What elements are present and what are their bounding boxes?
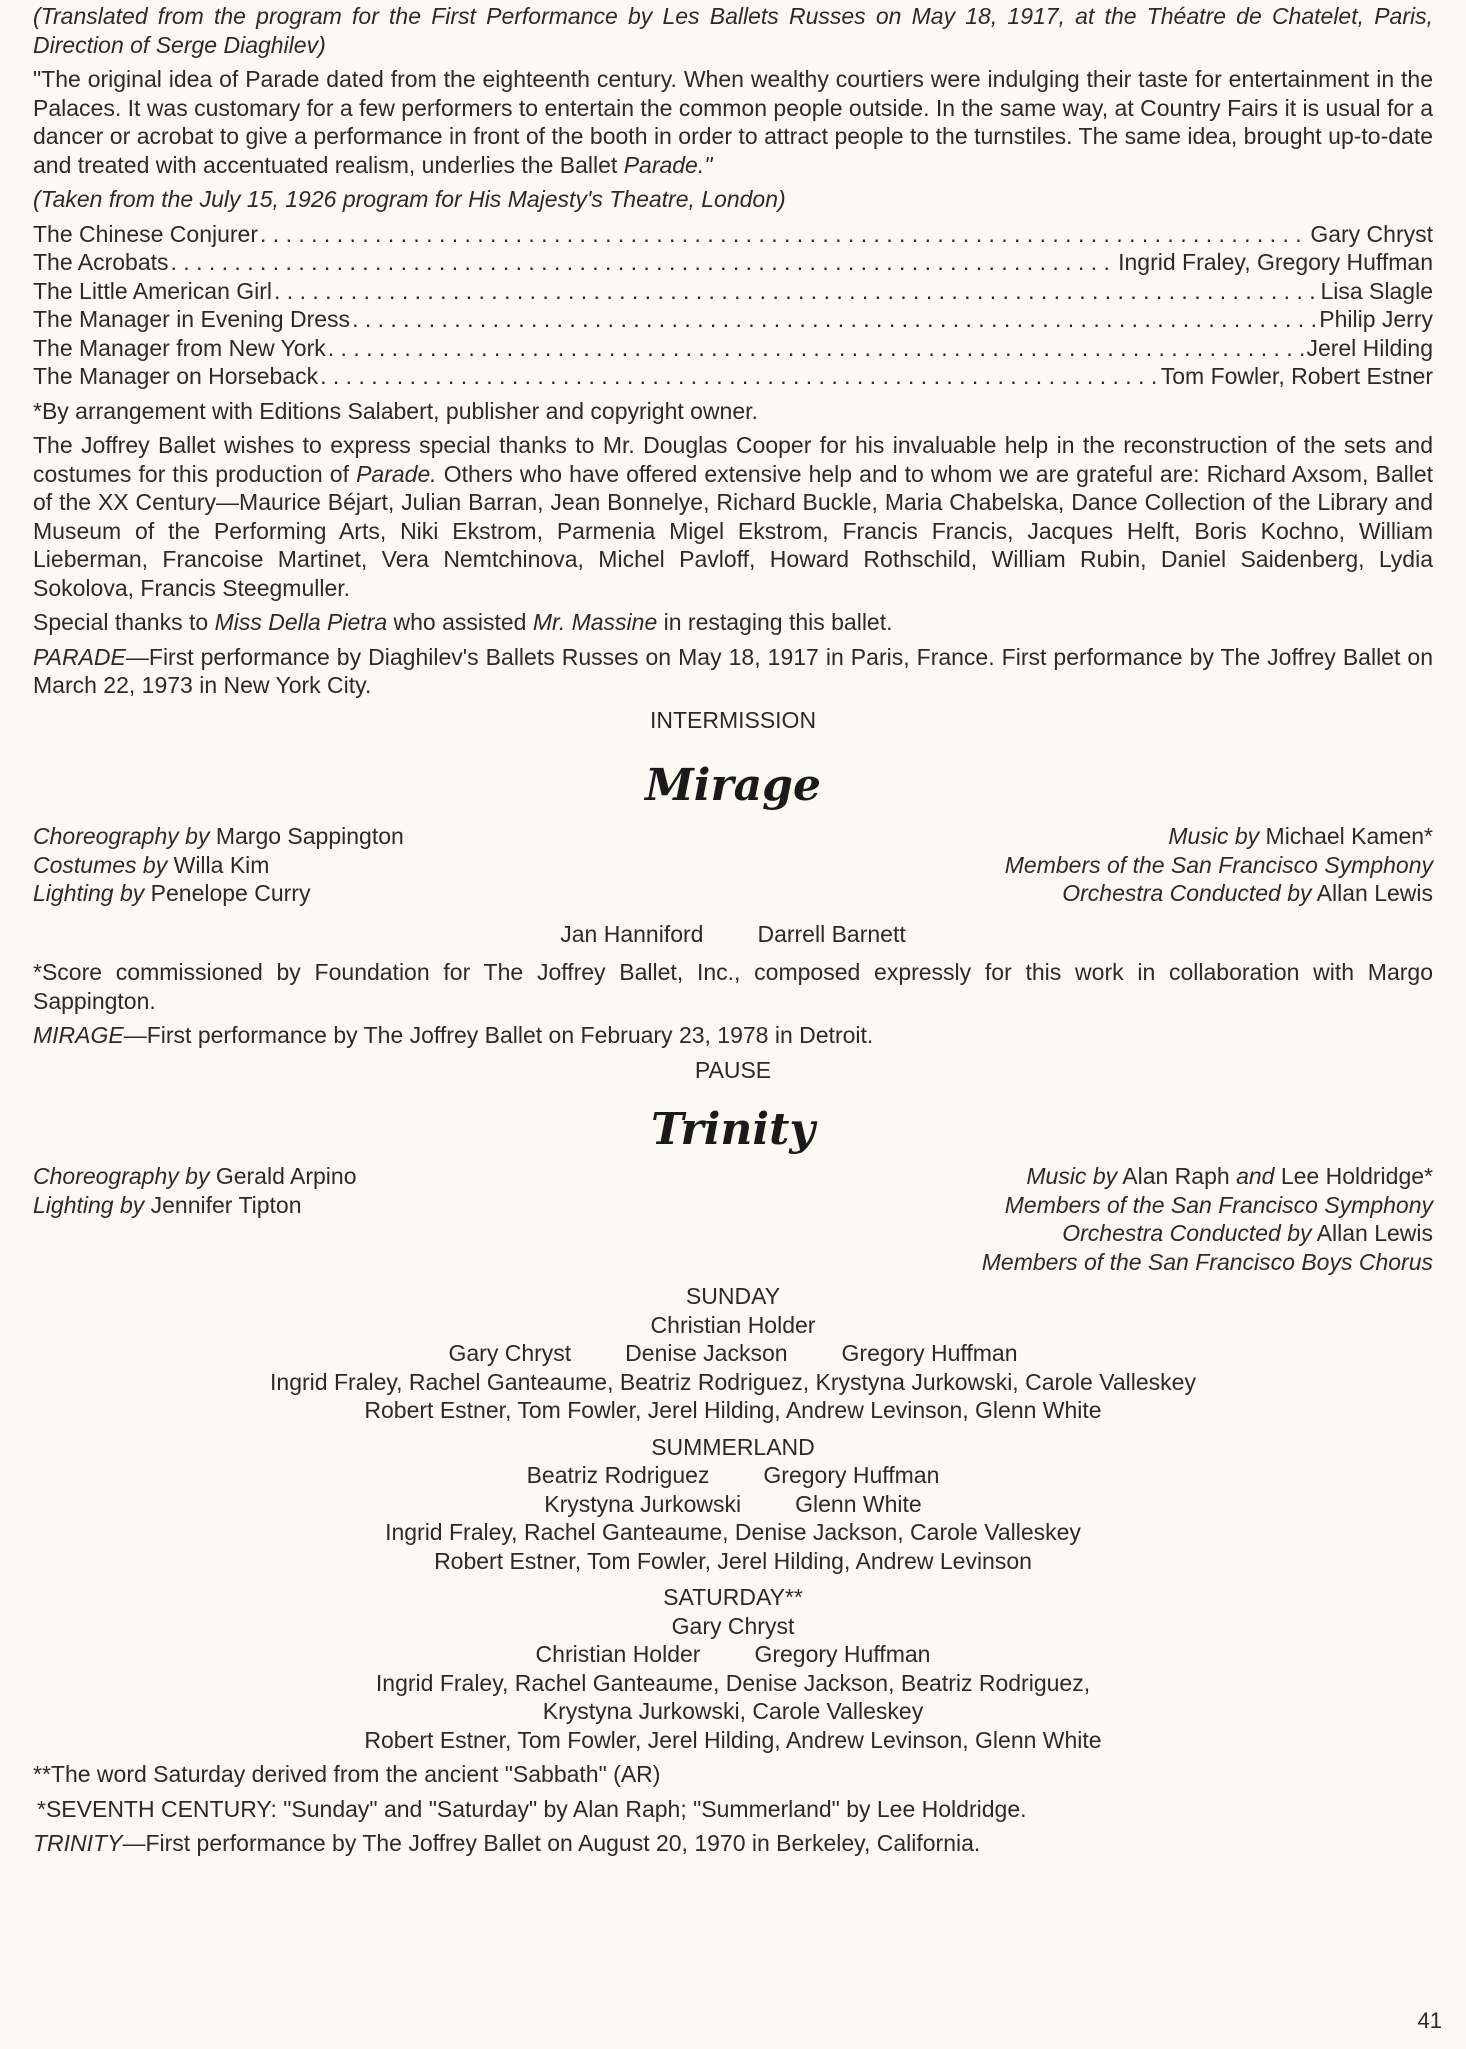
special-thanks: Special thanks to Miss Della Pietra who assisted Mr. Massine in restaging this ballet.	[33, 609, 893, 635]
sunday-heading: SUNDAY	[685, 1283, 781, 1309]
parade-intro-note: (Translated from the program for the First Performance by Les Ballets Russes on May 18, 1917, at the Théatre de Chatelet, Paris, Direction of Serge Diaghilev)	[33, 3, 1433, 58]
summerland-section: SUMMERLAND Beatriz Rodriguez Gregory Huffman Krystyna Jurkowski Glenn White Ingrid Fraley, Rachel Ganteaume, Denise Jackson, Carole Valleskey Robert Estner, Tom Fowler, Jerel Hilding, Andrew Levinson	[33, 1433, 1433, 1576]
pause-heading: PAUSE	[694, 1056, 772, 1083]
intermission-heading: INTERMISSION	[649, 706, 817, 733]
arrangement-note: *By arrangement with Editions Salabert, publisher and copyright owner.	[33, 397, 758, 424]
trinity-title: Trinity	[650, 1104, 816, 1155]
cast-row: The Chinese Conjurer . . . Gary Chryst	[33, 220, 1433, 249]
parade-cast-list	[33, 220, 1433, 391]
cast-row: The Manager from New York . . . Jerel Hilding	[33, 334, 1433, 363]
parade-source-note: (Taken from the July 15, 1926 program for His Majesty's Theatre, London)	[33, 186, 786, 212]
trinity-credits-left: Choreography by Gerald Arpino Lighting by Jennifer Tipton	[33, 1163, 357, 1218]
thanks-paragraph: The Joffrey Ballet wishes to express special thanks to Mr. Douglas Cooper for his invaluable help in the reconstruction of the sets and costumes for this production of Parade. Others who have offered extensive help and to whom we are grateful are: Richard Axsom, Ballet of the XX Century—Maurice Béjart, Julian Barran, Jean Bonnelye, Richard Buckle, Maria Chabelska, Dance Collection of the Library and Museum of the Performing Arts, Niki Ekstrom, Parmenia Migel Ekstrom, Francis Francis, Jacques Helft, Boris Kochno, William Lieberman, Francoise Martinet, Vera Nemtchinova, Michel Pavloff, Howard Rothschild, William Rubin, Daniel Saidenberg, Lydia Sokolova, Francis Steegmuller.	[33, 432, 1434, 601]
mirage-dancers: Jan Hanniford Darrell Barnett	[560, 920, 906, 947]
summerland-heading: SUMMERLAND	[651, 1433, 815, 1460]
parade-premiere: PARADE—First performance by Diaghilev's Ballets Russes on May 18, 1917 in Paris, France. First performance by The Joffrey Ballet on March 22, 1973 in New York City.	[33, 643, 1433, 698]
mirage-score-note: *Score commissioned by Foundation for The Joffrey Ballet, Inc., composed expressly for this work in collaboration with Margo Sappington.	[33, 959, 1433, 1014]
sunday-section: SUNDAY Christian Holder Gary Chryst Denise Jackson Gregory Huffman Ingrid Fraley, Rachel Ganteaume, Beatriz Rodriguez, Krystyna Jurkowski, Carole Valleskey Robert Estner, Tom Fowler, Jerel Hilding, Andrew Levinson, Glenn White	[33, 1282, 1433, 1425]
mirage-credits-right: Music by Michael Kamen* Members of the San Francisco Symphony Orchestra Conducted by Allan Lewis	[1004, 823, 1433, 906]
cast-row: The Little American Girl . . . Lisa Slagle	[33, 277, 1433, 306]
page-number: 41	[1417, 2007, 1442, 2033]
trinity-credits-right: Music by Alan Raph and Lee Holdridge* Members of the San Francisco Symphony Orchestra Conducted by Allan Lewis Members of the San Francisco Boys Chorus	[981, 1163, 1433, 1275]
trinity-premiere: TRINITY—First performance by The Joffrey Ballet on August 20, 1970 in Berkeley, California.	[33, 1830, 981, 1856]
saturday-heading: SATURDAY**	[663, 1584, 803, 1610]
parade-quote: "The original idea of Parade dated from the eighteenth century. When wealthy courtiers were indulging their taste for entertainment in the Palaces. It was customary for a few performers to entertain the common people outside. In the same way, at Country Fairs it is usual for a dancer or acrobat to give a performance in front of the booth in order to attract people to the turnstiles. The same idea, brought up-to-date and treated with accentuated realism, underlies the Ballet Parade."	[33, 66, 1433, 178]
saturday-footnote: **The word Saturday derived from the ancient "Sabbath" (AR)	[33, 1761, 661, 1787]
saturday-section: SATURDAY** Gary Chryst Christian Holder Gregory Huffman Ingrid Fraley, Rachel Ganteaume, Denise Jackson, Beatriz Rodriguez, Krystyna Jurkowski, Carole Valleskey Robert Estner, Tom Fowler, Jerel Hilding, Andrew Levinson, Glenn White	[33, 1583, 1433, 1754]
mirage-credits	[33, 822, 1433, 908]
program-page	[33, 2, 1433, 1864]
mirage-title: Mirage	[645, 760, 821, 811]
cast-row: The Manager in Evening Dress . . . Philip Jerry	[33, 305, 1433, 334]
mirage-premiere: MIRAGE—First performance by The Joffrey Ballet on February 23, 1978 in Detroit.	[33, 1022, 874, 1048]
cast-row: The Acrobats . . . Ingrid Fraley, Gregory Huffman	[33, 248, 1433, 277]
trinity-credits	[33, 1162, 1433, 1276]
seventh-century-note: *SEVENTH CENTURY: "Sunday" and "Saturday" by Alan Raph; "Summerland" by Lee Holdridge.	[37, 1795, 1027, 1822]
mirage-credits-left: Choreography by Margo Sappington Costumes by Willa Kim Lighting by Penelope Curry	[33, 823, 404, 906]
cast-row: The Manager on Horseback . . . Tom Fowler, Robert Estner	[33, 362, 1433, 391]
